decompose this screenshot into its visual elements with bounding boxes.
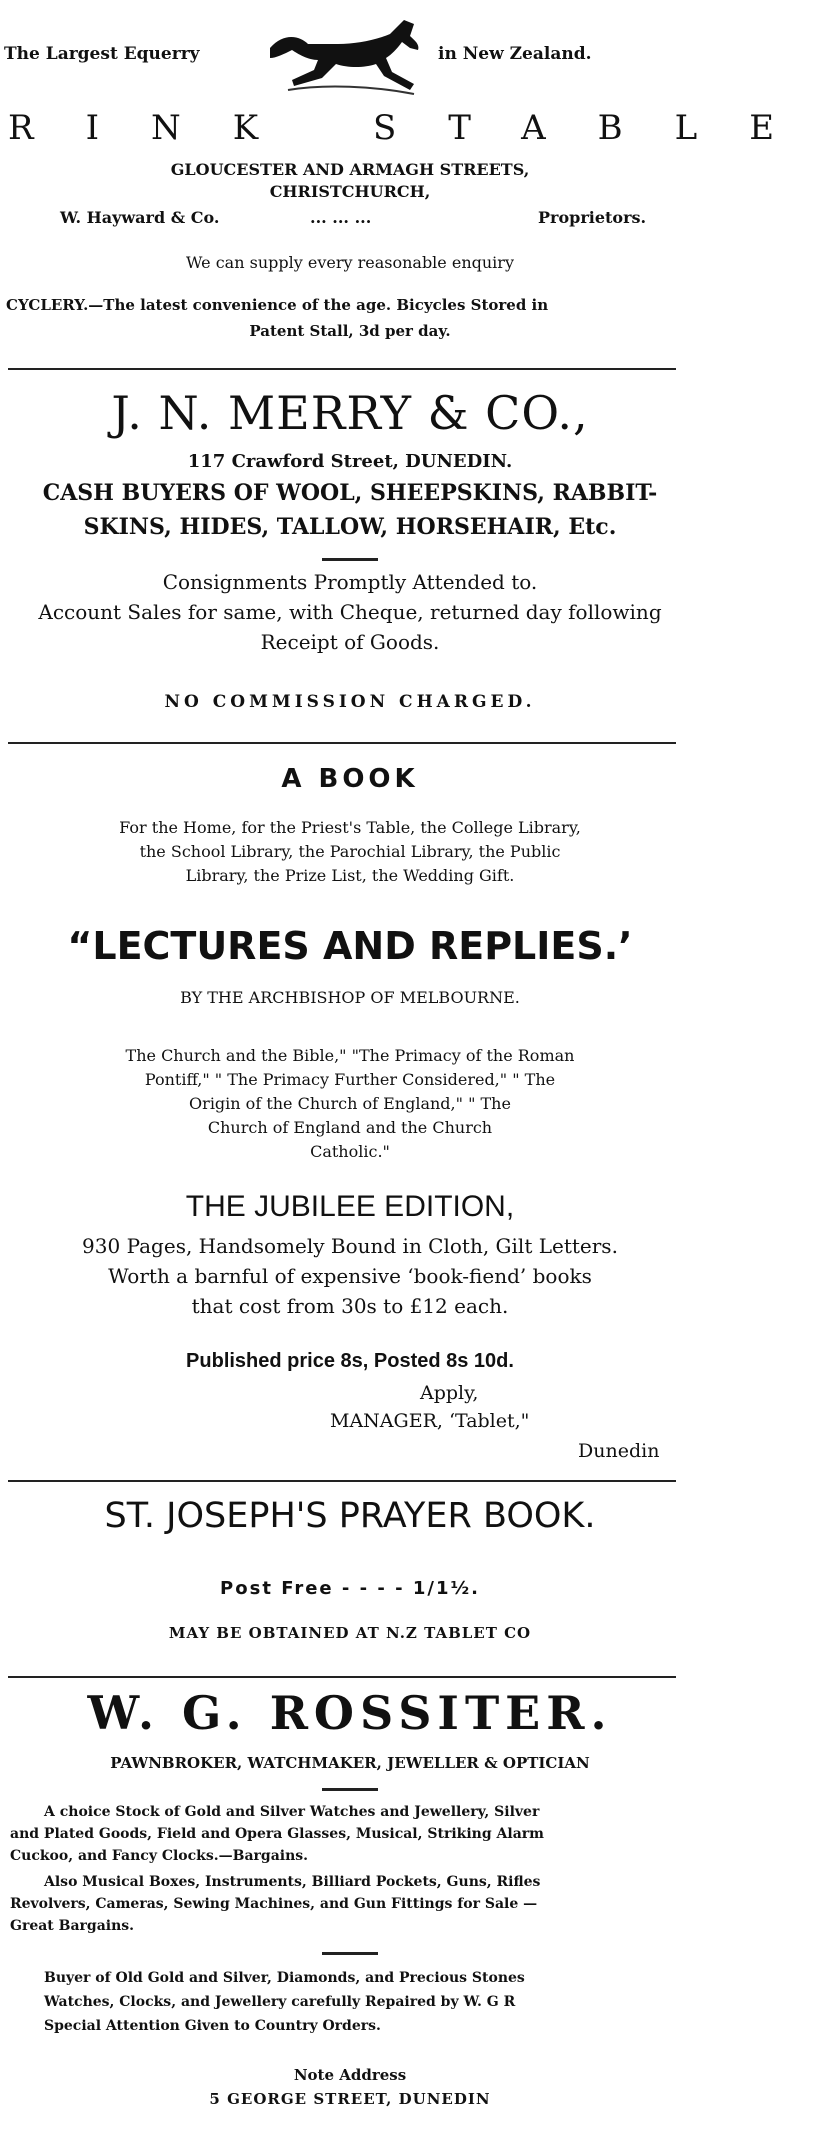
book-contents3: Origin of the Church of England," " The [189, 1094, 511, 1113]
prayer-book-ad [0, 1484, 700, 1674]
merry-line2: SKINS, HIDES, TALLOW, HORSEHAIR, Etc. [83, 514, 617, 540]
rossiter-buyer2: Watches, Clocks, and Jewellery carefully Repaired by W. G R [44, 1994, 516, 2010]
merry-consign2: Account Sales for same, with Cheque, returned day following [38, 600, 662, 624]
merry-ad [0, 372, 700, 742]
rink-city: CHRISTCHURCH, [269, 182, 431, 201]
merry-line1: CASH BUYERS OF WOOL, SHEEPSKINS, RABBIT- [42, 480, 658, 506]
rossiter-stock3: Cuckoo, and Fancy Clocks.—Bargains. [10, 1848, 309, 1864]
rossiter-trades: PAWNBROKER, WATCHMAKER, JEWELLER & OPTICIAN [110, 1754, 590, 1772]
rink-proprietor-label: Proprietors. [538, 208, 647, 227]
rossiter-stock2: and Plated Goods, Field and Opera Glasses, Musical, Striking Alarm [10, 1826, 544, 1842]
horse-icon [264, 14, 424, 100]
merry-consign1: Consignments Promptly Attended to. [162, 570, 538, 594]
rossiter-address: 5 GEORGE STREET, DUNEDIN [209, 2090, 491, 2108]
book-contents5: Catholic." [310, 1142, 390, 1161]
rink-slogan-right: in New Zealand. [438, 44, 592, 64]
rink-proprietor-name: W. Hayward & Co. [60, 208, 220, 227]
rink-stable-ad [0, 0, 826, 355]
merry-consign3: Receipt of Goods. [260, 630, 440, 654]
book-apply: Apply, [420, 1382, 479, 1404]
rink-supply: We can supply every reasonable enquiry [186, 253, 514, 272]
book-edition: THE JUBILEE EDITION, [185, 1190, 515, 1223]
book-manager: MANAGER, ‘Tablet," [330, 1410, 530, 1432]
book-worth1: Worth a barnful of expensive ‘book-fiend’ books [108, 1264, 592, 1288]
book-pages: 930 Pages, Handsomely Bound in Cloth, Gilt Letters. [82, 1234, 618, 1258]
rossiter-also2: Revolvers, Cameras, Sewing Machines, and Gun Fittings for Sale — [10, 1896, 538, 1912]
prayer-post: Post Free - - - - 1/1½. [220, 1578, 480, 1599]
rossiter-stock1: A choice Stock of Gold and Silver Watches and Jewellery, Silver [44, 1804, 540, 1820]
prayer-obtain: MAY BE OBTAINED AT N.Z TABLET CO [168, 1624, 532, 1642]
rossiter-buyer1: Buyer of Old Gold and Silver, Diamonds, and Precious Stones [44, 1970, 525, 1986]
rossiter-name: W. G. ROSSITER. [87, 1686, 613, 1740]
short-rule [322, 558, 378, 561]
book-heading: A BOOK [281, 764, 419, 794]
short-rule [322, 1952, 378, 1955]
rossiter-note: Note Address [293, 2066, 407, 2084]
divider-rule [8, 1480, 676, 1482]
book-town: Dunedin [578, 1440, 660, 1462]
rink-slogan-left: The Largest Equerry [4, 44, 200, 64]
book-price: Published price 8s, Posted 8s 10d. [186, 1350, 514, 1372]
rossiter-ad [0, 1680, 700, 2135]
rink-stable-name: RINK STABLE [8, 108, 826, 148]
short-rule [322, 1788, 378, 1791]
rink-proprietor-dots: ... ... ... [310, 208, 372, 227]
merry-commission: NO COMMISSION CHARGED. [164, 692, 536, 712]
book-ad [0, 746, 700, 1486]
book-author: BY THE ARCHBISHOP OF MELBOURNE. [180, 988, 520, 1007]
book-worth2: that cost from 30s to £12 each. [191, 1294, 509, 1318]
merry-address: 117 Crawford Street, DUNEDIN. [187, 451, 513, 472]
divider-rule [8, 1676, 676, 1678]
divider-rule [8, 742, 676, 744]
book-contents1: The Church and the Bible," "The Primacy of the Roman [125, 1046, 575, 1065]
divider-rule [8, 368, 676, 370]
book-line1: For the Home, for the Priest's Table, the College Library, [119, 818, 581, 837]
prayer-title: ST. JOSEPH'S PRAYER BOOK. [104, 1496, 596, 1536]
book-title: “LECTURES AND REPLIES.’ [67, 924, 633, 968]
book-line3: Library, the Prize List, the Wedding Gift. [185, 866, 515, 885]
rossiter-buyer3: Special Attention Given to Country Orders. [44, 2018, 381, 2034]
rossiter-also1: Also Musical Boxes, Instruments, Billiard Pockets, Guns, Rifles [44, 1874, 541, 1890]
rink-cyclery-2: Patent Stall, 3d per day. [249, 322, 451, 340]
book-line2: the School Library, the Parochial Library, the Public [139, 842, 561, 861]
rink-cyclery-1: CYCLERY.—The latest convenience of the age. Bicycles Stored in [6, 296, 549, 314]
book-contents2: Pontiff," " The Primacy Further Considered," " The [144, 1070, 556, 1089]
rossiter-also3: Great Bargains. [10, 1918, 135, 1934]
rink-streets: GLOUCESTER AND ARMAGH STREETS, [170, 160, 530, 179]
book-contents4: Church of England and the Church [207, 1118, 493, 1137]
merry-name: J. N. MERRY & CO., [111, 386, 589, 440]
